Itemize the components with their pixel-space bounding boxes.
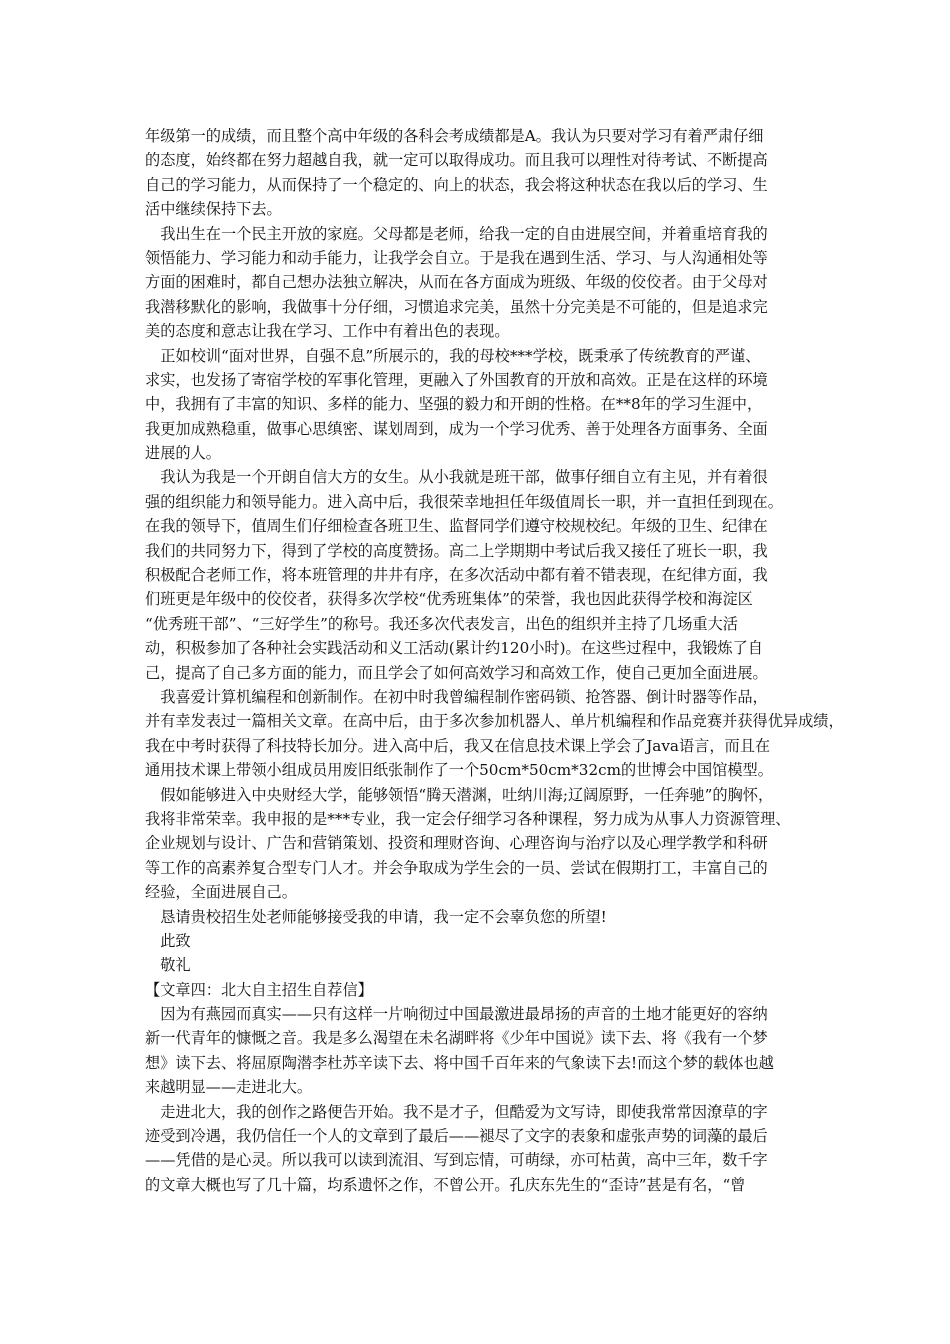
- text-line: 我更加成熟稳重，做事心思缜密、谋划周到，成为一个学习优秀、善于处理各方面事务、全面: [145, 419, 768, 438]
- text-line: 美的态度和意志让我在学习、工作中有着出色的表现。: [145, 322, 510, 341]
- text-line: ——凭借的是心灵。所以我可以读到流泪、写到忘情，可萌绿，亦可枯黄，高中三年，数千字: [145, 1151, 768, 1170]
- text-line: 此致: [145, 931, 191, 950]
- text-line: 迹受到冷遇，我仍信任一个人的文章到了最后——褪尽了文字的表象和虚张声势的词藻的最后: [145, 1127, 768, 1146]
- text-line: 强的组织能力和领导能力。进入高中后，我很荣幸地担任年级值周长一职，并一直担任到现在。: [145, 492, 783, 511]
- document-body: [145, 124, 844, 1197]
- text-line: “优秀班干部”、“三好学生”的称号。我还多次代表发言，出色的组织并主持了几场重大活: [145, 614, 738, 633]
- text-line: 求实，也发扬了寄宿学校的军事化管理，更融入了外国教育的开放和高效。正是在这样的环境: [145, 370, 768, 389]
- text-line: 等工作的高素养复合型专门人才。并会争取成为学生会的一员、尝试在假期打工，丰富自己的: [145, 858, 768, 877]
- text-line: 我出生在一个民主开放的家庭。父母都是老师，给我一定的自由进展空间，并着重培育我的: [145, 224, 768, 243]
- text-line: 领悟能力、学习能力和动手能力，让我学会自立。于是我在遇到生活、学习、与人沟通相处等: [145, 248, 768, 267]
- text-line: 走进北大，我的创作之路便告开始。我不是才子，但酷爱为文写诗，即使我常常因潦草的字: [145, 1102, 768, 1121]
- text-line: 因为有燕园而真实——只有这样一片响彻过中国最激进最昂扬的声音的土地才能更好的容纳: [145, 1005, 768, 1024]
- text-line: 们班更是年级中的佼佼者，获得多次学校“优秀班集体”的荣誉，我也因此获得学校和海淀区: [145, 590, 753, 609]
- text-line: 方面的困难时，都自己想办法独立解决，从而在各方面成为班级、年级的佼佼者。由于父母对: [145, 273, 768, 292]
- text-line: 【文章四：北大自主招生自荐信】: [145, 980, 373, 999]
- text-line: 年级第一的成绩，而且整个高中年级的各科会考成绩都是A。我认为只要对学习有着严肃仔细: [145, 127, 764, 145]
- text-line: 进展的人。: [145, 444, 221, 463]
- text-line: 企业规划与设计、广告和营销策划、投资和理财咨询、心理咨询与治疗以及心理学教学和科研: [145, 834, 768, 853]
- text-line: 己，提高了自己多方面的能力，而且学会了如何高效学习和高效工作，使自己更加全面进展。: [145, 663, 768, 682]
- text-line: 我们的共同努力下，得到了学校的高度赞扬。高二上学期期中考试后我又接任了班长一职，我: [145, 541, 768, 560]
- text-line: 我潜移默化的影响，我做事十分仔细，习惯追求完美，虽然十分完美是不可能的，但是追求完: [145, 297, 768, 316]
- text-line: 我将非常荣幸。我申报的是***专业，我一定会仔细学习各种课程，努力成为从事人力资源管理、: [145, 809, 791, 828]
- text-line: 我在中考时获得了科技特长加分。进入高中后，我又在信息技术课上学会了Java语言，而且在: [145, 736, 771, 755]
- text-line: 我喜爱计算机编程和创新制作。在初中时我曾编程制作密码锁、抢答器、倒计时器等作品，: [145, 687, 768, 706]
- text-line: 的文章大概也写了几十篇，均系遗怀之作，不曾公开。孔庆东先生的“歪诗”甚是有名，“曾: [145, 1175, 746, 1194]
- text-line: 来越明显——走进北大。: [145, 1078, 313, 1097]
- text-line: 中，我拥有了丰富的知识、多样的能力、坚强的毅力和开朗的性格。在**8年的学习生涯中，: [145, 395, 763, 414]
- text-line: 恳请贵校招生处老师能够接受我的申请，我一定不会辜负您的所望!: [145, 907, 607, 926]
- text-line: 新一代青年的慷慨之音。我是多么渴望在未名湖畔将《少年中国说》读下去、将《我有一个梦: [145, 1029, 768, 1048]
- text-line: 假如能够进入中央财经大学，能够领悟“腾天潜渊，吐纳川海;辽阔原野，一任奔驰”的胸怀，: [145, 785, 774, 804]
- text-line: 正如校训“面对世界，自强不息”所展示的，我的母校***学校，既秉承了传统教育的严谨、: [145, 346, 761, 365]
- text-line: 自己的学习能力，从而保持了一个稳定的、向上的状态，我会将这种状态在我以后的学习、生: [145, 175, 768, 194]
- text-line: 敬礼: [145, 956, 191, 975]
- text-line: 积极配合老师工作，将本班管理的井井有序，在多次活动中都有着不错表现，在纪律方面，我: [145, 566, 768, 585]
- text-line: 经验，全面进展自己。: [145, 883, 297, 902]
- text-line: 想》读下去、将屈原陶潜李杜苏辛读下去、将中国千百年来的气象读下去!而这个梦的载体也越: [145, 1053, 774, 1072]
- text-line: 的态度，始终都在努力超越自我，就一定可以取得成功。而且我可以理性对待考试、不断提高: [145, 151, 768, 170]
- text-line: 活中继续保持下去。: [145, 200, 282, 219]
- text-line: 通用技术课上带领小组成员用废旧纸张制作了一个50cm*50cm*32cm的世博会中国馆模型。: [145, 761, 773, 780]
- text-line: 在我的领导下，值周生们仔细检查各班卫生、监督同学们遵守校规校纪。年级的卫生、纪律在: [145, 517, 768, 536]
- text-line: 并有幸发表过一篇相关文章。在高中后，由于多次参加机器人、单片机编程和作品竞赛并获得优异成绩，: [145, 712, 844, 731]
- text-line: 动，积极参加了各种社会实践活动和义工活动(累计约120小时)。在这些过程中，我锻炼了自: [145, 639, 763, 658]
- text-line: 我认为我是一个开朗自信大方的女生。从小我就是班干部，做事仔细自立有主见，并有着很: [145, 468, 768, 487]
